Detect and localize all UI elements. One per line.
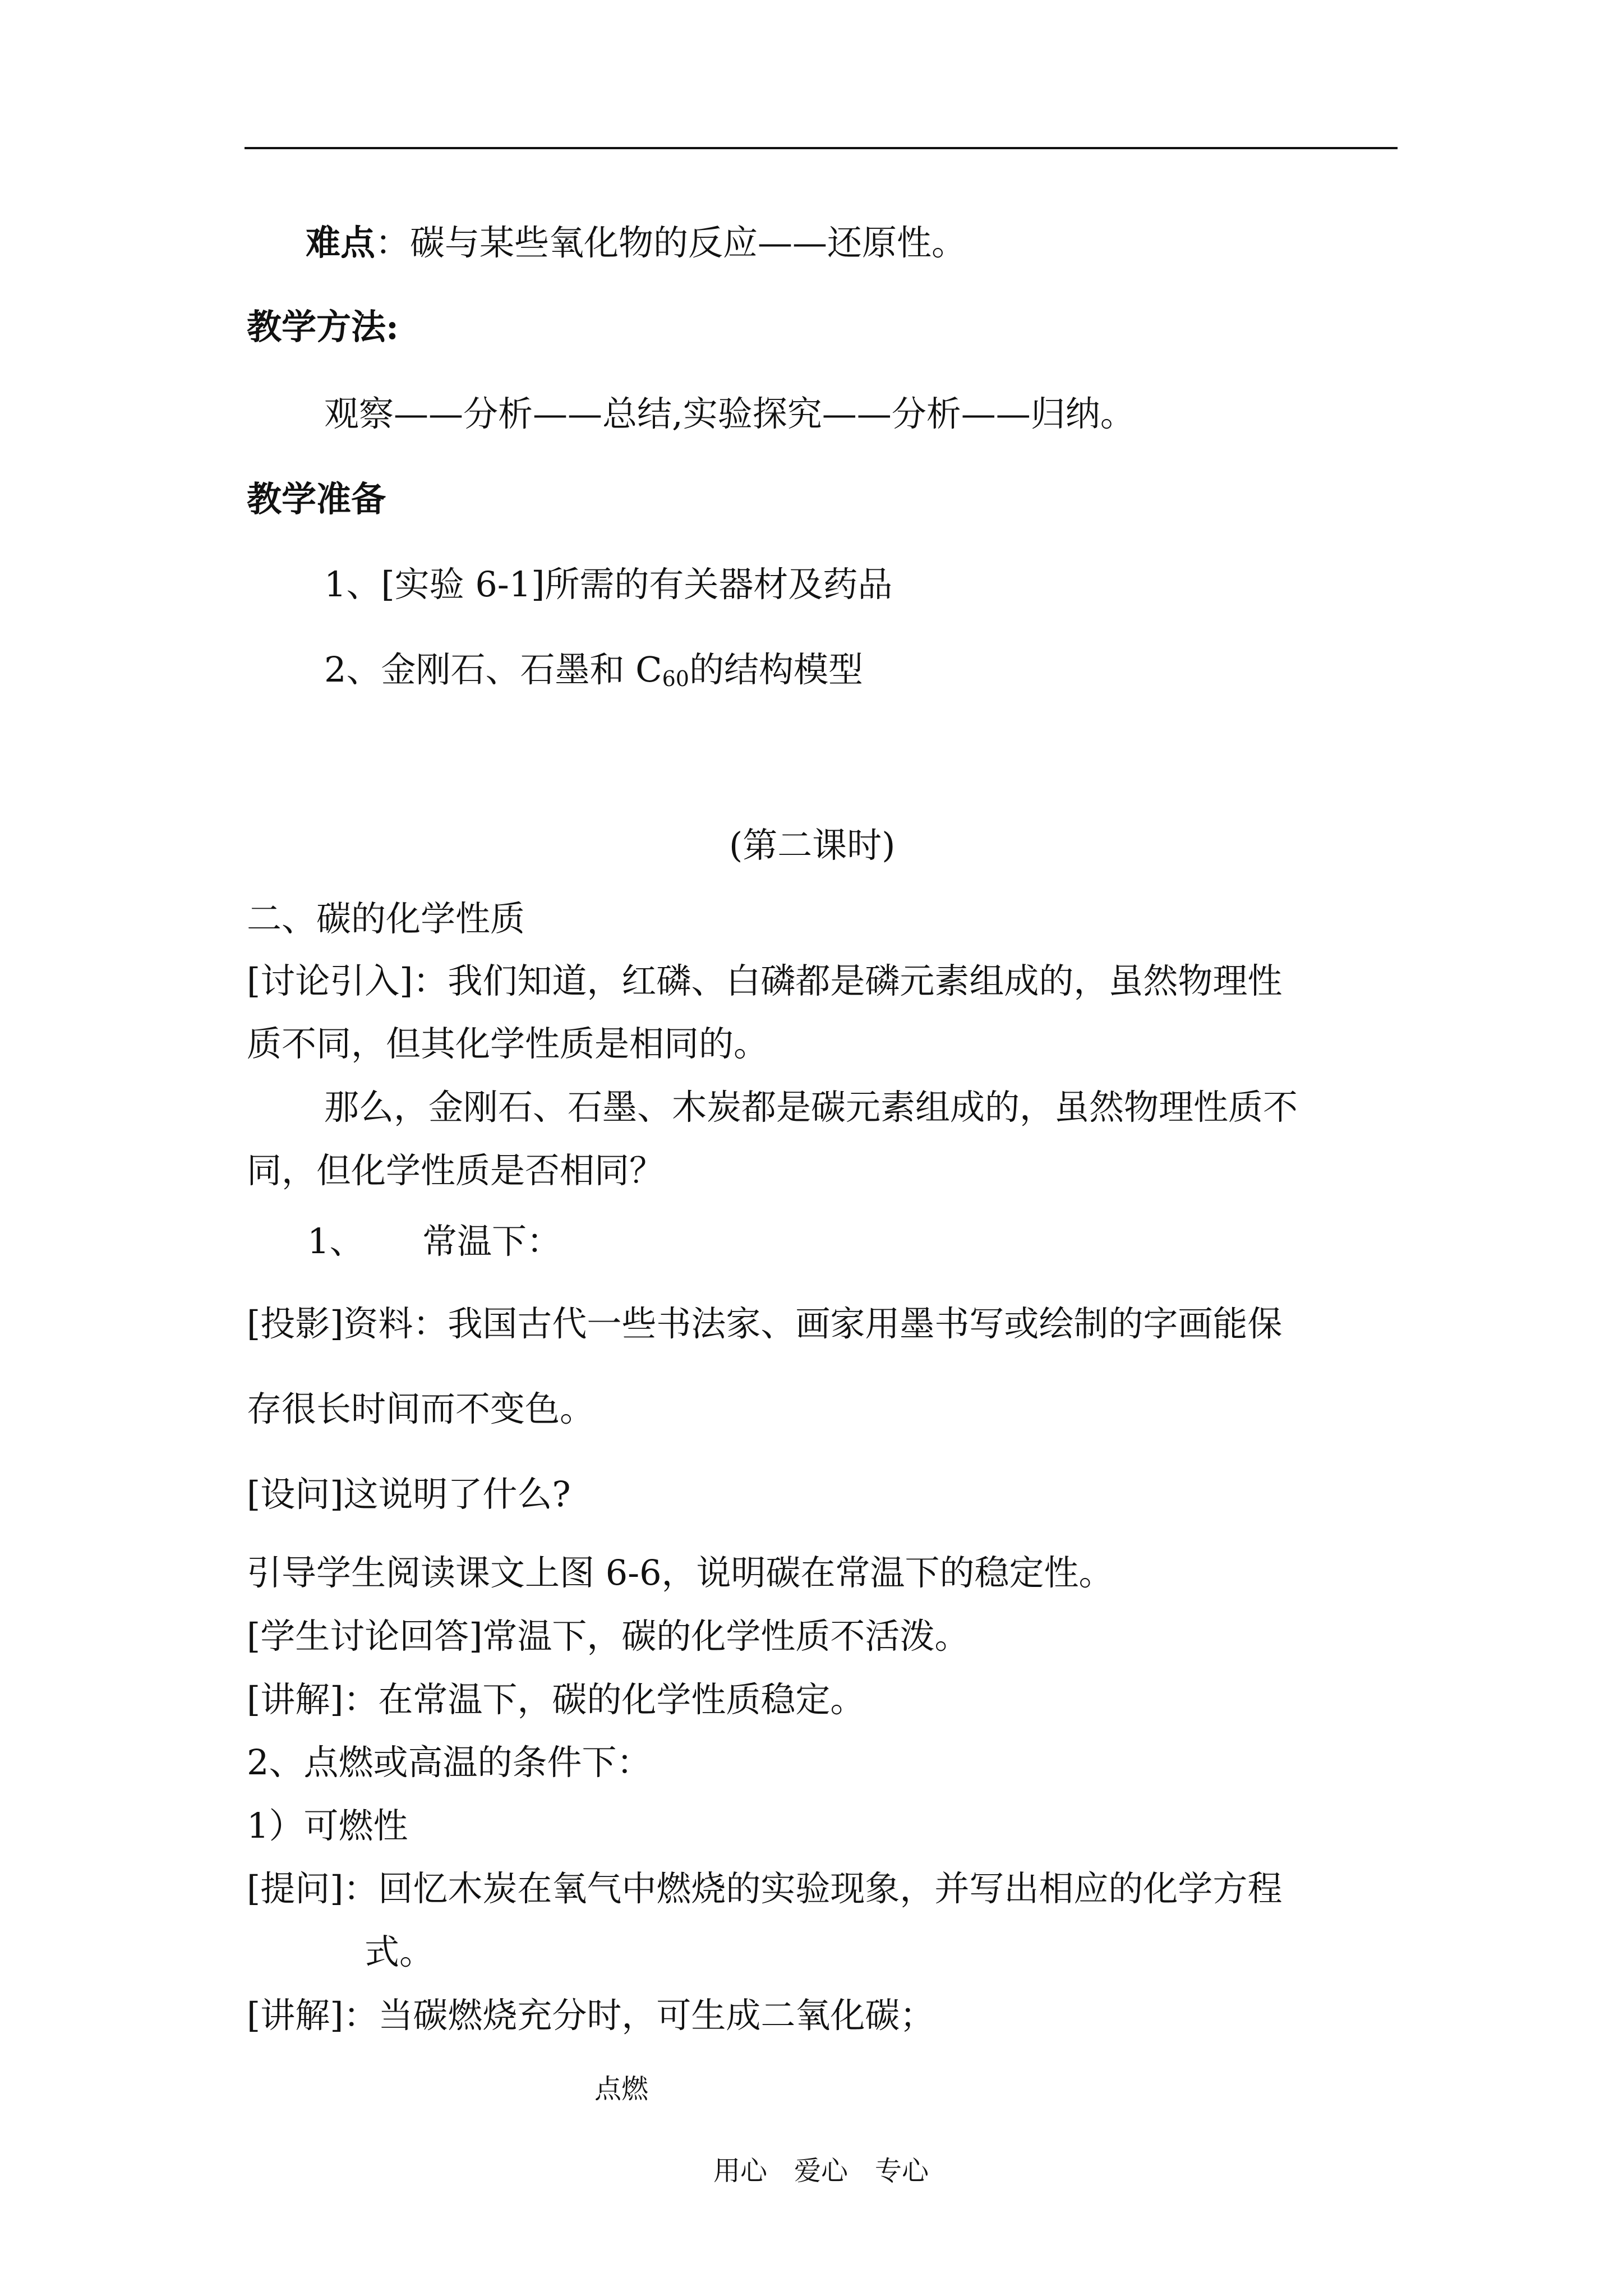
so-line-1: 那么，金刚石、石墨、木炭都是碳元素组成的，虽然物理性质不 bbox=[324, 1087, 1298, 1128]
page-footer: 用心 爱心 专心 bbox=[713, 2155, 929, 2187]
sub-item-1: 1）可燃性 bbox=[247, 1805, 408, 1846]
prep-item-2-subscript: 60 bbox=[662, 666, 689, 691]
difficulty-text: ：碳与某些氧化物的反应——还原性。 bbox=[375, 222, 967, 263]
item-1-text: 常温下： bbox=[422, 1221, 562, 1262]
explain-line-2: [讲解]：当碳燃烧充分时，可生成二氧化碳； bbox=[247, 1995, 935, 2036]
ask-line-1: [提问]：回忆木炭在氧气中燃烧的实验现象，并写出相应的化学方程 bbox=[247, 1868, 1283, 1909]
projection-line-1: [投影]资料：我国古代一些书法家、画家用墨书写或绘制的字画能保 bbox=[247, 1303, 1283, 1344]
guide-line: 引导学生阅读课文上图 6-6，说明碳在常温下的稳定性。 bbox=[247, 1552, 1114, 1593]
discuss-line-2: 质不同，但其化学性质是相同的。 bbox=[247, 1023, 769, 1064]
prep-item-2-post: 的结构模型 bbox=[689, 649, 863, 690]
explain-line-1: [讲解]：在常温下，碳的化学性质稳定。 bbox=[247, 1679, 865, 1720]
item-1-number: 1、 bbox=[307, 1221, 365, 1262]
question-line: [设问]这说明了什么? bbox=[247, 1474, 571, 1515]
ask-line-2: 式。 bbox=[365, 1931, 435, 1972]
method-heading: 教学方法: bbox=[247, 306, 399, 347]
so-line-2: 同，但化学性质是否相同？ bbox=[247, 1150, 665, 1191]
projection-line-2: 存很长时间而不变色。 bbox=[247, 1388, 595, 1429]
prep-heading: 教学准备 bbox=[247, 478, 386, 519]
prep-item-2 bbox=[324, 649, 863, 700]
lesson-label: (第二课时) bbox=[729, 825, 896, 866]
section-title: 二、碳的化学性质 bbox=[247, 898, 525, 939]
student-answer-line: [学生讨论回答]常温下，碳的化学性质不活泼。 bbox=[247, 1616, 970, 1657]
ignite-condition-label: 点燃 bbox=[594, 2073, 649, 2105]
difficulty-label: 难点 bbox=[306, 222, 376, 263]
prep-item-2-pre: 2、金刚石、石墨和 C bbox=[324, 649, 662, 690]
method-text: 观察——分析——总结,实验探究——分析——归纳。 bbox=[324, 393, 1135, 434]
prep-item-1: 1、[实验 6-1]所需的有关器材及药品 bbox=[324, 564, 893, 605]
difficulty-line bbox=[306, 222, 966, 264]
item-2-line: 2、点燃或高温的条件下： bbox=[247, 1742, 652, 1783]
header-rule bbox=[245, 147, 1398, 149]
discuss-line-1: [讨论引入]：我们知道，红磷、白磷都是磷元素组成的，虽然物理性 bbox=[247, 960, 1283, 1001]
